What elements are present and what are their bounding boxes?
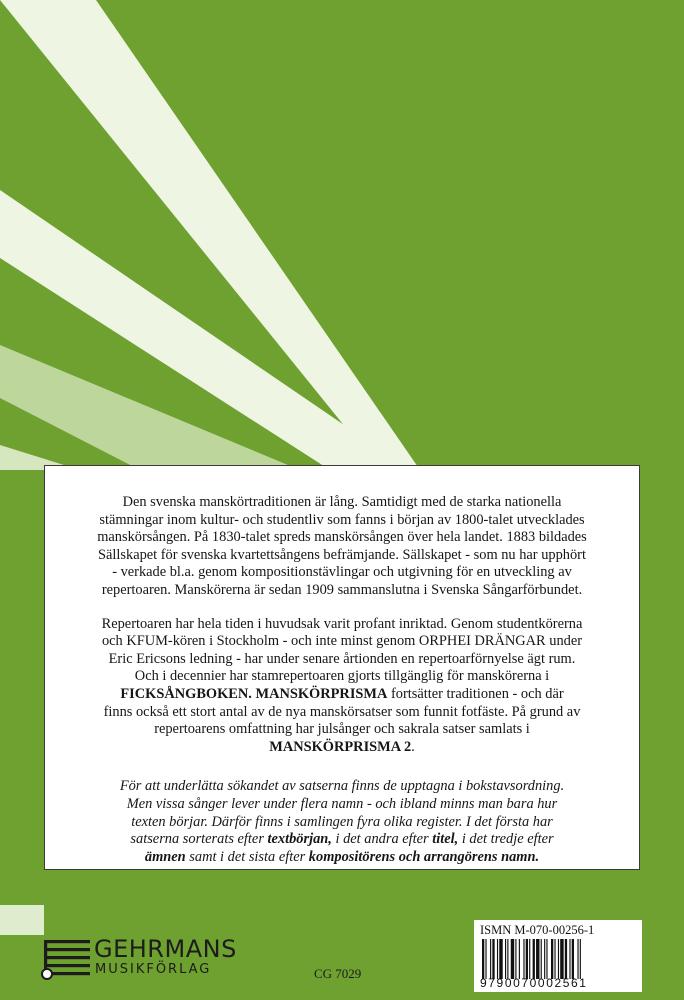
book-title-manskorprisma-2: MANSKÖRPRISMA 2 <box>269 738 412 755</box>
text-line <box>65 849 619 867</box>
barcode-bar <box>544 939 545 979</box>
barcode-bar <box>507 939 508 979</box>
text-fragment: fortsätter traditionen - och där <box>387 685 564 702</box>
text-line: Sällskapet för svenska kvartettsångens befrämjande. Sällskapet - som nu har upphört <box>98 546 586 563</box>
ismn-label: ISMN M-070-00256-1 <box>480 923 595 937</box>
barcode-bar <box>523 939 524 979</box>
text-line: Den svenska manskörtraditionen är lång. Samtidigt med de starka nationella <box>122 494 562 510</box>
text-line <box>65 686 619 704</box>
register-paragraph <box>65 778 619 866</box>
keyword-textborjan: textbörjan, <box>267 831 332 848</box>
barcode-bar <box>515 939 516 979</box>
description-text-box <box>44 465 640 870</box>
keyword-composer-names: kompositörens och arrangörens namn. <box>308 848 540 865</box>
barcode-bar <box>492 939 494 979</box>
catalog-number: CG 7029 <box>314 966 362 981</box>
intro-paragraph <box>65 494 619 600</box>
text-line: För att underlätta sökandet av satserna finns de upptagna i bokstavsordning. <box>119 778 565 795</box>
barcode-bar <box>519 939 520 979</box>
text-fragment: i det andra efter <box>331 831 433 848</box>
barcode-digits: 9790070002561 <box>480 976 588 990</box>
barcode-bar <box>505 939 506 979</box>
text-fragment: i det tredje efter <box>458 831 554 848</box>
text-line: manskörsången. På 1830-talet spreds manskörsången över hela landet. 1883 bildades <box>97 529 587 546</box>
text-line: finns också ett stort antal av de nya manskörsatser som funnit fotfäste. På grund av <box>103 703 581 720</box>
text-line: - verkade bl.a. genom kompositionstävlingar och utgivning för en utveckling av <box>112 564 572 581</box>
barcode-bar <box>533 939 535 979</box>
barcode-bar <box>565 939 567 979</box>
barcode-bar <box>572 939 574 979</box>
barcode-bar <box>485 939 486 979</box>
text-line: och KFUM-kören i Stockholm - och inte minst genom ORPHEI DRÄNGAR under <box>101 633 583 650</box>
barcode-bar <box>541 939 542 979</box>
publisher-logo <box>38 934 258 984</box>
barcode-box <box>474 920 642 992</box>
text-line <box>65 831 619 849</box>
barcode-bar <box>560 939 563 979</box>
text-fragment: . <box>411 738 415 755</box>
text-line: Eric Ericsons ledning - har under senare årtionden en repertoarförnyelse ägt rum. <box>108 650 576 667</box>
barcode-bar <box>554 939 555 979</box>
barcode-bar <box>490 939 491 979</box>
repertoire-paragraph <box>65 616 619 757</box>
text-line: repertoarens omfattning har julsånger och sakrala satser samlats i <box>154 721 530 738</box>
barcode-bar <box>529 939 530 979</box>
text-line: Repertoaren har hela tiden i huvudsak varit profant inriktad. Genom studentkörerna <box>101 615 583 632</box>
barcode-bar <box>497 939 498 979</box>
barcode-bar <box>580 939 581 979</box>
text-fragment: samt i det sista efter <box>185 848 309 865</box>
barcode-bar <box>551 939 553 979</box>
text-line: Och i decennier har stamrepertoaren gjorts tillgänglig för manskörerna i <box>134 668 550 685</box>
publisher-subtitle: MUSIKFÖRLAG <box>95 962 212 977</box>
staff-lines-icon <box>38 934 90 980</box>
barcode-bar <box>482 939 484 979</box>
text-line: texten börjar. Därför finns i samlingen fyra olika register. I det första har <box>131 813 553 830</box>
text-line: repertoaren. Manskörerna är sedan 1909 sammanslutna i Svenska Sångarförbundet. <box>101 581 583 598</box>
text-line <box>65 739 619 757</box>
text-fragment: satserna sorterats efter <box>130 831 268 848</box>
keyword-titel: titel, <box>432 831 459 848</box>
barcode-bar <box>577 939 578 979</box>
text-line: Men vissa sånger lever under flera namn - och ibland minns man bara hur <box>126 795 558 812</box>
barcode-bar <box>546 939 547 979</box>
barcode-bar <box>526 939 528 979</box>
ray-bottom <box>0 905 44 935</box>
barcode-bar <box>569 939 570 979</box>
barcode-icon <box>482 939 634 979</box>
barcode-bar <box>536 939 539 979</box>
barcode-bar <box>499 939 502 979</box>
barcode-bar <box>558 939 559 979</box>
publisher-name: GEHRMANS <box>94 935 237 963</box>
book-title-ficksangboken: FICKSÅNGBOKEN. MANSKÖRPRISMA <box>120 685 388 702</box>
text-line: stämningar inom kultur- och studentliv som fanns i början av 1800-talet utvecklades <box>99 511 585 528</box>
barcode-bar <box>511 939 514 979</box>
keyword-amnen: ämnen <box>144 848 186 865</box>
